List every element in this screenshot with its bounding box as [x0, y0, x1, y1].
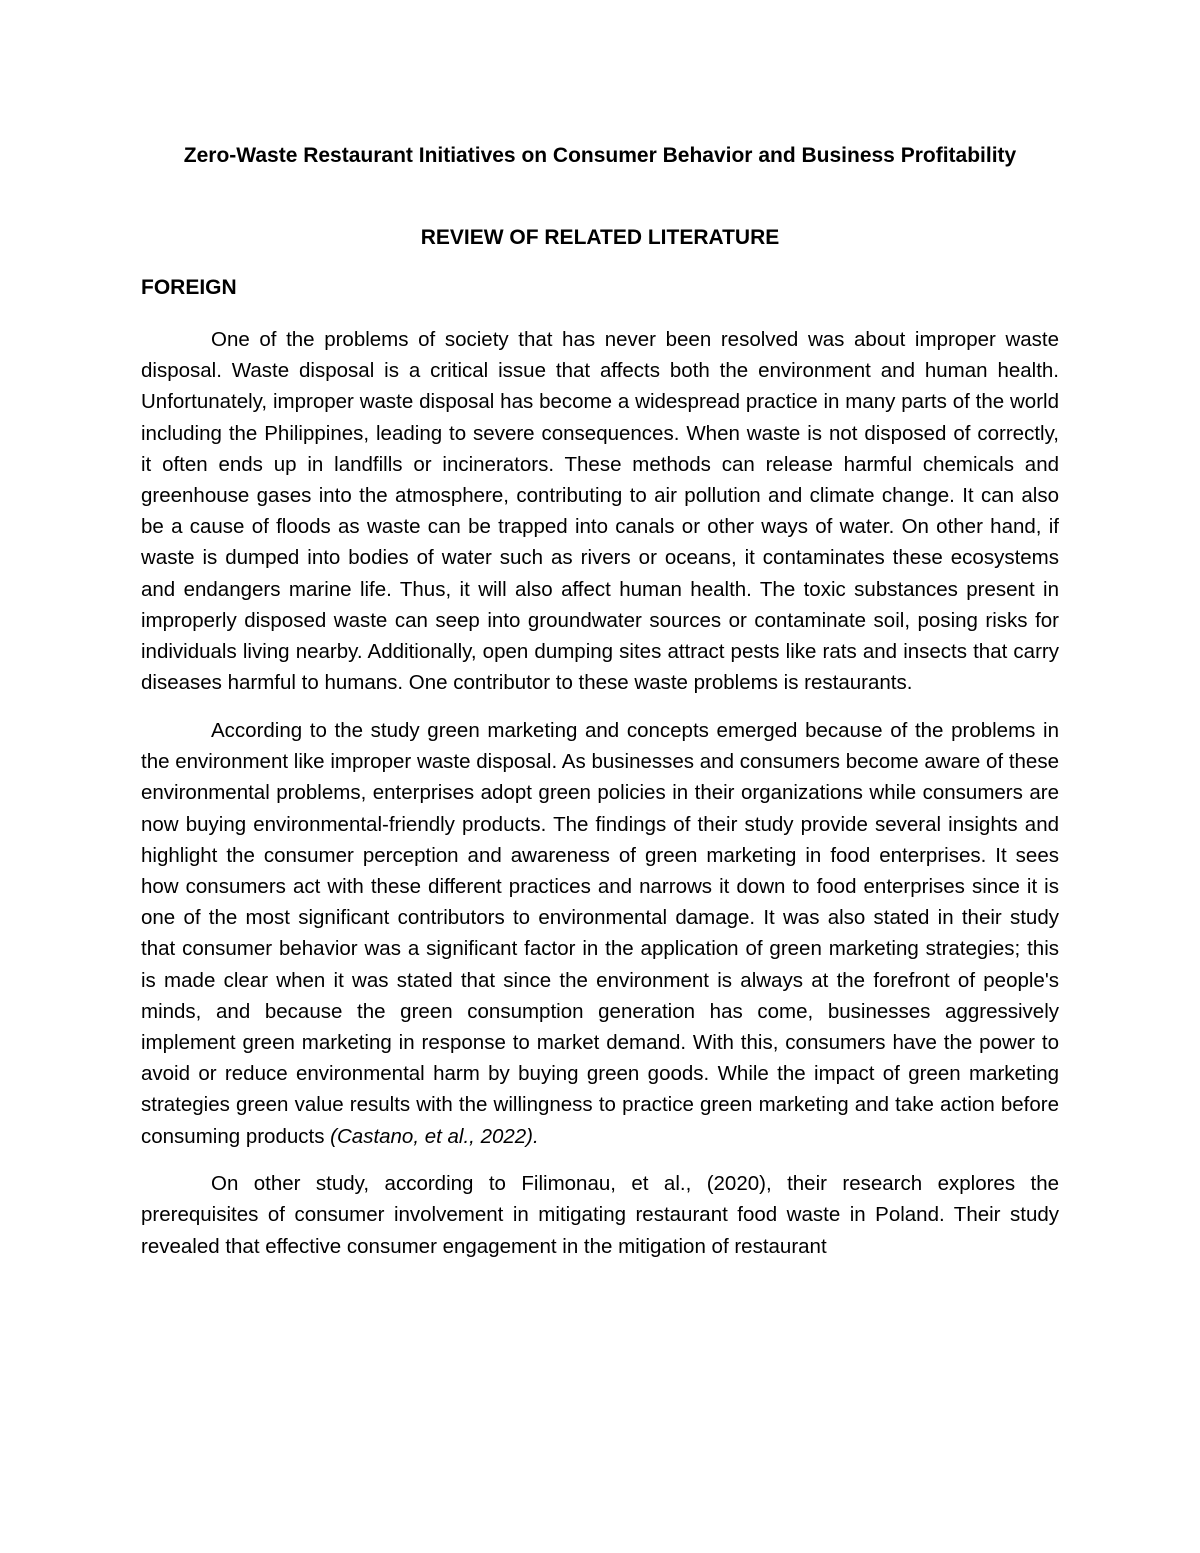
- paragraph: [141, 324, 1059, 698]
- paragraph: [141, 1168, 1059, 1262]
- document-title: Zero-Waste Restaurant Initiatives on Consumer Behavior and Business Profitability: [183, 144, 1017, 167]
- paragraph-text: On other study, according to Filimonau, et al., (2020), their research explores the prerequisites of consumer involvement in mitigating restaurant food waste in Poland. Their study revealed that effective consumer engagement in the mitigation of restaurant: [141, 1172, 1059, 1258]
- subheading-foreign: FOREIGN: [141, 276, 237, 299]
- paragraph: [141, 715, 1059, 1152]
- paragraph-text: One of the problems of society that has never been resolved was about improper waste disposal. Waste disposal is a critical issue that affects both the environment and human health. Unfortunately, improper waste disposal has become a widespread practice in many parts of the world including the Philippines, leading to severe consequences. When waste is not disposed of correctly, it often ends up in landfills or incinerators. These methods can release harmful chemicals and greenhouse gases into the atmosphere, contributing to air pollution and climate change. It can also be a cause of floods as waste can be trapped into canals or other ways of water. On other hand, if waste is dumped into bodies of water such as rivers or oceans, it contaminates these ecosystems and endangers marine life. Thus, it will also affect human health. The toxic substances present in improperly disposed waste can seep into groundwater sources or contaminate soil, posing risks for individuals living nearby. Additionally, open dumping sites attract pests like rats and insects that carry diseases harmful to humans. One contributor to these waste problems is restaurants.: [141, 328, 1059, 695]
- citation: (Castano, et al., 2022).: [330, 1124, 539, 1148]
- section-heading: REVIEW OF RELATED LITERATURE: [420, 226, 780, 249]
- body-text: [141, 324, 1059, 1278]
- paragraph-text: According to the study green marketing and concepts emerged because of the problems in the environment like improper waste disposal. As businesses and consumers become aware of these environmental problems, enterprises adopt green policies in their organizations while consumers are now buying environmental-friendly products. The findings of their study provide several insights and highlight the consumer perception and awareness of green marketing in food enterprises. It sees how consumers act with these different practices and narrows it down to food enterprises since it is one of the most significant contributors to environmental damage. It was also stated in their study that consumer behavior was a significant factor in the application of green marketing strategies; this is made clear when it was stated that since the environment is always at the forefront of people's minds, and because the green consumption generation has come, businesses aggressively implement green marketing in response to market demand. With this, consumers have the power to avoid or reduce environmental harm by buying green goods. While the impact of green marketing strategies green value results with the willingness to practice green marketing and take action before consuming products: [141, 718, 1059, 1148]
